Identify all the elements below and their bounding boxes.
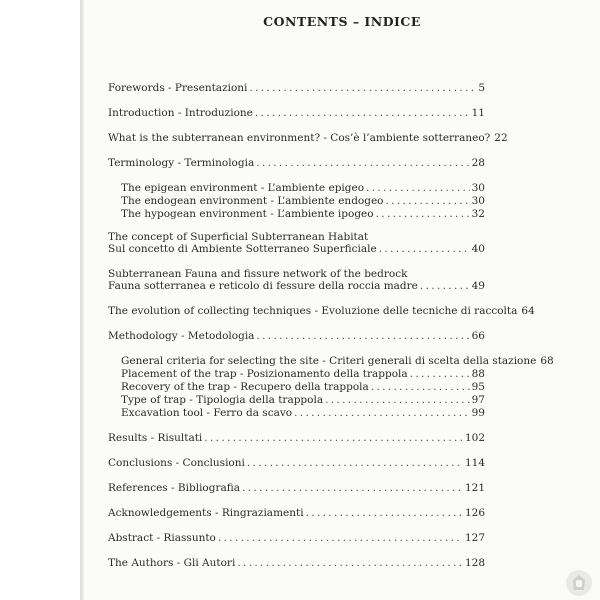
toc-entry-label: Methodology - Metodologia [108,330,255,342]
dot-leader [371,381,470,393]
toc-entry-label: Excavation tool - Ferro da scavo [121,407,293,419]
toc-entry-label: Sul concetto di Ambiente Sotterraneo Superficiale [108,243,377,255]
toc-entry-page: 32 [471,208,485,220]
toc-entry-label: Recovery of the trap - Recupero della trappola [121,381,369,393]
pharaoh-head-icon [570,574,588,592]
toc-entry-label: The Authors - Gli Autori [108,557,236,569]
toc-entry-label: The hypogean environment - L’ambiente ipogeo [121,208,374,220]
toc-subentry-trap-type [121,394,485,406]
toc-subentry-site-criteria [121,355,554,367]
toc-entry-label: What is the subterranean environment? - Cos’è l’ambiente sotterraneo? [108,132,491,144]
toc-entry-label: General criteria for selecting the site - Criteri generali di scelta della stazione [121,355,537,367]
toc-entry-page: 121 [464,482,485,494]
toc-entry-page: 30 [471,195,485,207]
toc-entry-page: 30 [471,182,485,194]
dot-leader [376,208,470,220]
dot-leader [249,82,476,94]
toc-entry-page: 22 [494,132,508,144]
dot-leader [386,195,470,207]
toc-entry-label: Conclusions - Conclusioni [108,457,245,469]
dot-leader [256,330,469,342]
dot-leader [325,394,470,406]
dot-leader [420,280,470,292]
dot-leader [237,557,463,569]
watermark-emblem-icon [566,570,592,596]
toc-entry-label: The evolution of collecting techniques - Evoluzione delle tecniche di raccolta [108,305,518,317]
toc-entry-label: Abstract - Riassunto [108,532,216,544]
toc-entry-fauna [108,280,485,292]
toc-entry-page: 102 [464,432,485,444]
toc-entry-page: 66 [471,330,485,342]
toc-entry-page: 114 [464,457,485,469]
toc-entry-fauna-line1: Subterranean Fauna and fissure network of the bedrock [108,268,408,280]
toc-entry-mss-line1: The concept of Superficial Subterranean Habitat [108,231,369,243]
dot-leader [306,507,463,519]
toc-subentry-excavation-tool [121,407,485,419]
toc-entry-page: 99 [471,407,485,419]
toc-entry-forewords [108,82,485,94]
dot-leader [294,407,470,419]
toc-subentry-epigean [121,182,485,194]
toc-entry-conclusions [108,457,485,469]
toc-entry-label: Results - Risultati [108,432,203,444]
toc-entry-label: Introduction - Introduzione [108,107,253,119]
toc-entry-label: Placement of the trap - Posizionamento della trappola [121,368,408,380]
toc-entry-page: 11 [471,107,485,119]
toc-entry-terminology [108,157,485,169]
toc-entry-page: 126 [464,507,485,519]
toc-entry-results [108,432,485,444]
toc-entry-page: 88 [471,368,485,380]
toc-entry-page: 127 [464,532,485,544]
toc-entry-page: 28 [471,157,485,169]
toc-entry-collecting-techniques [108,305,535,317]
dot-leader [204,432,463,444]
dot-leader [366,182,470,194]
toc-entry-page: 68 [540,355,554,367]
toc-entry-page: 40 [471,243,485,255]
page-title: CONTENTS – INDICE [263,14,421,29]
toc-entry-abstract [108,532,485,544]
dot-leader [379,243,470,255]
toc-entry-page: 128 [464,557,485,569]
toc-entry-page: 64 [521,305,535,317]
toc-subentry-trap-placement [121,368,485,380]
dot-leader [247,457,463,469]
dot-leader [218,532,463,544]
toc-entry-references [108,482,485,494]
toc-entry-label: Fauna sotterranea e reticolo di fessure della roccia madre [108,280,418,292]
toc-entry-methodology [108,330,485,342]
toc-entry-page: 5 [478,82,485,94]
dot-leader [256,157,469,169]
toc-entry-acknowledgements [108,507,485,519]
toc-subentry-endogean [121,195,485,207]
toc-subentry-trap-recovery [121,381,485,393]
toc-entry-label: The endogean environment - L’ambiente endogeo [121,195,384,207]
toc-entry-introduction [108,107,485,119]
toc-entry-label: Type of trap - Tipologia della trappola [121,394,324,406]
toc-entry-mss [108,243,485,255]
dot-leader [242,482,463,494]
toc-entry-page: 97 [471,394,485,406]
toc-entry-label: The epigean environment - L’ambiente epigeo [121,182,365,194]
toc-entry-subterranean-environment [108,132,508,144]
toc-entry-page: 95 [471,381,485,393]
toc-subentry-hypogean [121,208,485,220]
toc-entry-label: Forewords - Presentazioni [108,82,248,94]
toc-entry-label: References - Bibliografia [108,482,241,494]
dot-leader [255,107,470,119]
toc-entry-page: 49 [471,280,485,292]
toc-entry-label: Acknowledgements - Ringraziamenti [108,507,304,519]
dot-leader [410,368,470,380]
toc-entry-authors [108,557,485,569]
toc-entry-label: Terminology - Terminologia [108,157,255,169]
